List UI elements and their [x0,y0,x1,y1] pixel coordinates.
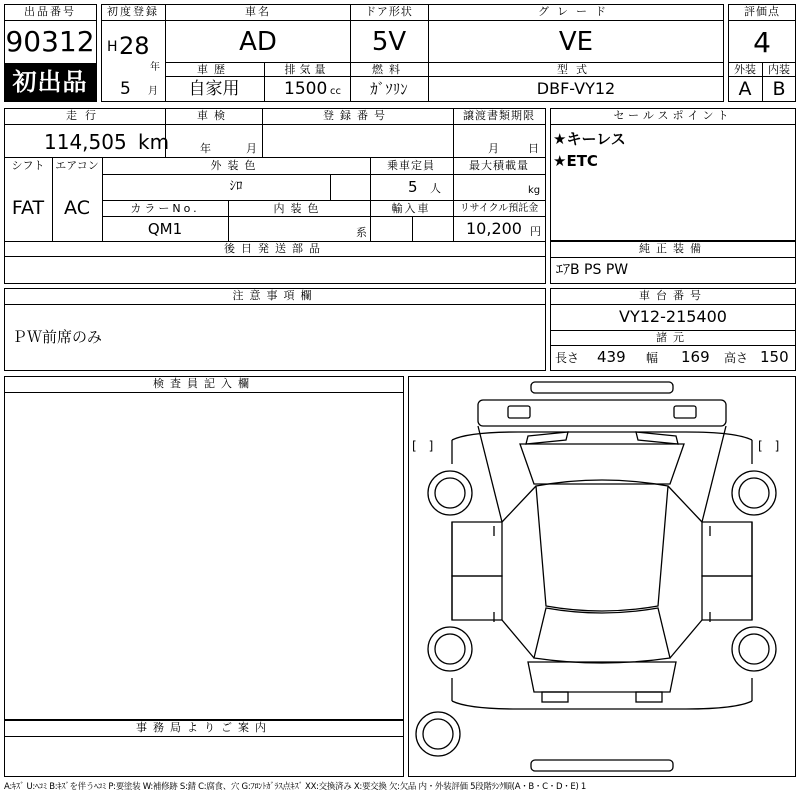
capacity-label: 乗車定員 [387,159,435,172]
lot-number-label: 出品番号 [24,5,76,18]
first-listing-badge: 初出品 [4,63,96,101]
sales-points-label: セールスポイント [613,109,733,122]
width: 169 [681,348,710,366]
chassis-label: 車台番号 [639,289,707,302]
max-load-label: 最大積載量 [469,159,529,172]
model-code-label: 型式 [557,63,595,76]
fuel-label: 燃料 [372,63,406,76]
inspection-month-unit: 月 [246,142,257,155]
history-label: 車歴 [197,63,231,76]
mileage-unit: km [138,130,170,154]
door-type: 5V [371,27,407,57]
grade: VE [558,27,594,57]
sales-point-item: ★ETC [553,152,598,170]
genuine-equipment-label: 純正装備 [639,242,707,255]
office-label: 事務局よりご案内 [136,721,272,734]
car-diagram [408,376,796,777]
color-no: QM1 [147,220,183,238]
transfer-month-unit: 月 [488,142,499,155]
exterior-color: ｼﾛ [229,179,243,194]
mileage: 114,505 [44,130,127,154]
lot-number: 90312 [5,25,95,58]
inspection-year-unit: 年 [200,142,211,155]
notes-label: 注意事項欄 [232,289,318,302]
displacement-unit: cc [330,86,341,97]
inspector-label: 検査員記入欄 [153,377,255,390]
displacement-label: 排気量 [284,63,330,76]
notes: ＰＷ前席のみ [12,328,103,346]
interior-color-label: 内装色 [273,202,325,215]
fuel: ｶﾞｿﾘﾝ [370,80,408,98]
registration-no-label: 登録番号 [323,109,391,122]
shift-label: シフト [11,159,45,172]
max-load-unit: kg [528,185,541,196]
later-parts-label: 後日発送部品 [224,242,326,255]
transfer-day-unit: 日 [528,142,539,155]
recycle-unit: 円 [530,225,541,238]
legend: A:ｷｽﾞ U:ﾍｺﾐ B:ｷｽﾞを伴うﾍｺﾐ P:要塗装 W:補修跡 S:錆 C:腐食、穴 G:ﾌﾛﾝﾄｶﾞﾗｽ点ｷｽﾞ XX:交換済み X:要交換 欠:欠品 内・外装評価 5段階ﾗﾝｸ順(A・B・C・D・E) 1 [4,782,587,792]
color-no-label: カラーNo. [130,202,200,215]
aircon: AC [64,197,90,219]
height: 150 [760,348,789,366]
year-unit: 年 [150,62,160,73]
displacement: 1500 [284,79,328,99]
diagram-bracket-right: [ ] [758,439,780,453]
dimensions-label: 諸元 [656,331,690,344]
exterior-grade: A [738,78,752,100]
diagram-bracket-left: [ ] [412,439,434,453]
exterior-color-label: 外装色 [210,159,262,172]
car-name-label: 車名 [245,5,271,18]
capacity: 5 [408,178,418,196]
height-label: 高さ [724,351,749,365]
interior-grade: B [772,78,786,100]
aircon-label: エアコン [55,159,99,172]
chassis-number: VY12-215400 [619,307,727,326]
history: 自家用 [188,79,240,99]
first-registration-year: 28 [119,32,150,60]
sales-points-box [550,108,796,241]
grade-label: グレード [538,5,614,18]
exterior-grade-label: 外装 [734,63,756,76]
mileage-label: 走行 [66,109,104,122]
score-label: 評価点 [744,5,780,18]
capacity-unit: 人 [430,182,441,195]
genuine-equipment: ｴｱB PS PW [556,262,629,278]
first-registration-month: 5 [120,79,131,99]
score: 4 [753,26,771,59]
recycle: 10,200 [466,219,522,238]
length-label: 長さ [555,351,580,365]
car-name: AD [239,27,277,57]
model-code: DBF-VY12 [536,79,616,98]
shift: FAT [11,197,45,219]
sales-point-item: ★キーレス [553,130,626,148]
month-unit: 月 [148,86,158,97]
interior-color-unit: 系 [356,226,367,239]
transfer-deadline-label: 譲渡書類期限 [463,109,535,122]
door-type-label: ドア形状 [365,5,413,18]
length: 439 [597,348,626,366]
inspector-box [4,376,404,720]
inspection-label: 車検 [197,109,231,122]
width-label: 幅 [646,351,659,365]
interior-grade-label: 内装 [768,63,790,76]
first-registration-era: H [107,39,118,55]
recycle-label: リサイクル預託金 [459,203,539,214]
import-label: 輸入車 [391,202,431,215]
first-registration-label: 初度登録 [107,5,159,18]
